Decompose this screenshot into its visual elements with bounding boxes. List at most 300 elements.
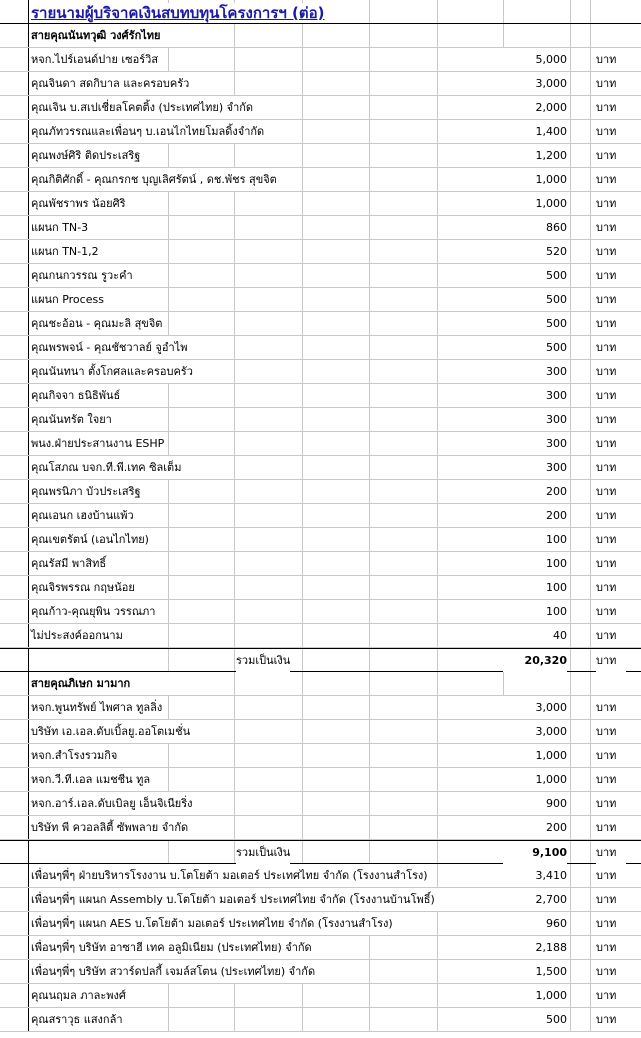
donor-row [0,192,641,216]
gridline [234,240,235,263]
donation-amount[interactable]: 900 [503,792,567,815]
gridline [168,312,169,335]
donor-name[interactable]: เพื่อนๆพี่ๆ แผนก AES บ.โตโยต้า มอเตอร์ ประเทศไทย จำกัด (โรงงานสำโรง) [31,912,397,935]
gridline [590,96,591,119]
gridline [234,72,235,95]
donor-name[interactable]: คุณพงษ์ศิริ ติดประเสริฐ [31,144,144,167]
gridline [168,576,169,599]
gridline [570,600,571,623]
currency-unit[interactable]: บาท [596,504,626,527]
total-row [0,648,641,672]
donation-amount[interactable]: 100 [503,528,567,551]
gridline [570,816,571,839]
gridline [302,48,303,71]
donation-amount[interactable]: 960 [503,912,567,935]
currency-unit[interactable]: บาท [596,1008,626,1031]
donation-amount[interactable]: 1,000 [503,168,567,191]
donation-amount[interactable]: 1,000 [503,744,567,767]
gridline [168,841,169,863]
donor-row [0,216,641,240]
gridline [369,360,370,383]
gridline [437,216,438,239]
gridline [590,408,591,431]
donor-name[interactable]: แผนก TN-1,2 [31,240,103,263]
gridline [437,744,438,767]
donor-name[interactable]: แผนก TN-3 [31,216,92,239]
donation-amount[interactable]: 300 [503,456,567,479]
donor-name[interactable]: คุณสราวุธ แสงกล้า [31,1008,127,1031]
currency-unit[interactable]: บาท [596,480,626,503]
gridline [302,528,303,551]
gridline [590,960,591,983]
total-row [0,840,641,864]
gridline [437,0,438,23]
gridline [302,312,303,335]
donation-amount[interactable]: 1,000 [503,984,567,1007]
gridline [437,912,438,935]
gridline [437,96,438,119]
gridline [28,456,29,479]
donor-row [0,264,641,288]
gridline [369,144,370,167]
currency-unit[interactable]: บาท [596,264,626,287]
gridline [28,240,29,263]
gridline [570,0,571,23]
gridline [28,888,29,911]
gridline [590,240,591,263]
currency-unit[interactable]: บาท [596,624,626,647]
gridline [28,649,29,671]
gridline [28,288,29,311]
gridline [570,528,571,551]
gridline [369,649,370,671]
donor-name[interactable]: คุณพรพจน์ - คุณชัชวาลย์ จูอำไพ [31,336,191,359]
gridline [168,48,169,71]
donor-name[interactable]: คุณรัสมี พาสิทธิ์ [31,552,110,575]
gridline [437,816,438,839]
gridline [168,504,169,527]
gridline [570,192,571,215]
donor-name[interactable]: หจก.อาร์.เอล.ดับเบิลยู เอ็นจิเนียริ่ง [31,792,197,815]
donor-name[interactable]: คุณพรนิภา บัวประเสริฐ [31,480,145,503]
donation-amount[interactable]: 5,000 [503,48,567,71]
donor-name[interactable]: บริษัท พี ควอลลิตี้ ซัพพลาย จำกัด [31,816,192,839]
gridline [590,888,591,911]
donation-amount[interactable]: 2,188 [503,936,567,959]
gridline [28,0,29,23]
gridline [28,864,29,887]
donor-row [0,456,641,480]
gridline [234,841,235,863]
gridline [570,649,571,671]
gridline [570,1008,571,1031]
donation-amount[interactable]: 1,500 [503,960,567,983]
page-title: รายนามผู้บริจาคเงินสบทบทุนโครงการฯ (ต่อ) [31,4,325,22]
gridline [590,360,591,383]
donor-name[interactable]: เพื่อนๆพี่ๆ บริษัท อาซาฮี เทค อลูมิเนียม (ประเทศไทย) จำกัด [31,936,316,959]
currency-unit[interactable]: บาท [596,696,626,719]
gridline [234,768,235,791]
donor-row [0,360,641,384]
donation-amount[interactable]: 300 [503,408,567,431]
donor-name[interactable]: แผนก Process [31,288,108,311]
currency-unit[interactable]: บาท [596,960,626,983]
gridline [28,696,29,719]
gridline [302,24,303,47]
gridline [437,696,438,719]
currency-unit[interactable]: บาท [596,912,626,935]
gridline [437,144,438,167]
section-heading[interactable]: สายคุณนันทวุฒิ วงศ์รักไทย [31,24,231,47]
donor-name[interactable]: คุณนฤมล ภาละพงศ์ [31,984,130,1007]
donor-name[interactable]: คุณกิติศักดิ์ - คุณกรกช บุญเลิศรัตน์ , ดช.พัชร สุขจิต [31,168,281,191]
gridline [234,384,235,407]
donor-row [0,720,641,744]
donation-amount[interactable]: 860 [503,216,567,239]
donor-name[interactable]: คุณชะอ้อน - คุณมะลิ สุขจิต [31,312,166,335]
gridline [369,0,370,23]
gridline [437,408,438,431]
currency-unit[interactable]: บาท [596,864,626,887]
donor-name[interactable]: คุณนันทรัต ใจยา [31,408,116,431]
donor-row [0,96,641,120]
gridline [570,336,571,359]
gridline [437,288,438,311]
currency-unit[interactable]: บาท [596,384,626,407]
total-amount[interactable]: 9,100 [503,841,567,864]
donor-row [0,792,641,816]
gridline [570,120,571,143]
donor-name[interactable]: หจก.พูนทรัพย์ ไพศาล ทูลลิ่ง [31,696,166,719]
donor-row [0,576,641,600]
donor-name[interactable]: คุณจิรพรรณ กฤษน้อย [31,576,139,599]
donation-amount[interactable]: 300 [503,432,567,455]
donation-amount[interactable]: 3,410 [503,864,567,887]
donor-name[interactable]: คุณเขตรัตน์ (เอนไกไทย) [31,528,153,551]
gridline [369,576,370,599]
gridline [302,384,303,407]
gridline [570,504,571,527]
currency-unit[interactable]: บาท [596,96,626,119]
gridline [590,696,591,719]
gridline [437,960,438,983]
currency-unit[interactable]: บาท [596,649,626,672]
gridline [234,360,235,383]
gridline [590,576,591,599]
currency-unit[interactable]: บาท [596,168,626,191]
gridline [28,264,29,287]
donation-amount[interactable]: 100 [503,600,567,623]
gridline [437,192,438,215]
currency-unit[interactable]: บาท [596,984,626,1007]
gridline [302,480,303,503]
gridline [570,480,571,503]
gridline [168,649,169,671]
gridline [570,216,571,239]
gridline [590,24,591,47]
currency-unit[interactable]: บาท [596,456,626,479]
gridline [369,768,370,791]
donation-amount[interactable]: 2,000 [503,96,567,119]
donor-name[interactable]: หจก.สำโรงรวมกิจ [31,744,121,767]
gridline [437,600,438,623]
gridline [369,408,370,431]
gridline [437,552,438,575]
gridline [302,504,303,527]
donation-amount[interactable]: 500 [503,312,567,335]
currency-unit[interactable]: บาท [596,888,626,911]
currency-unit[interactable]: บาท [596,48,626,71]
donation-amount[interactable]: 300 [503,360,567,383]
gridline [168,552,169,575]
gridline [437,936,438,959]
gridline [437,24,438,47]
donor-name[interactable]: เพื่อนๆพี่ๆ ฝ่ายบริหารโรงงาน บ.โตโยต้า มอเตอร์ ประเทศไทย จำกัด (โรงงานสำโรง) [31,864,432,887]
gridline [302,696,303,719]
donation-amount[interactable]: 100 [503,552,567,575]
gridline [28,432,29,455]
gridline [302,816,303,839]
donation-amount[interactable]: 500 [503,336,567,359]
gridline [570,456,571,479]
donor-name[interactable]: คุณโสภณ บจก.ที.พี.เทค ซิลเต็ม [31,456,185,479]
gridline [168,240,169,263]
gridline [590,744,591,767]
total-amount[interactable]: 20,320 [503,649,567,672]
donation-amount[interactable]: 3,000 [503,720,567,743]
gridline [437,720,438,743]
donor-row [0,144,641,168]
currency-unit[interactable]: บาท [596,216,626,239]
donor-name[interactable]: คุณพัชราพร น้อยศิริ [31,192,129,215]
gridline [234,576,235,599]
gridline [369,984,370,1007]
gridline [570,624,571,647]
currency-unit[interactable]: บาท [596,72,626,95]
section-heading-row [0,672,641,696]
gridline [369,312,370,335]
currency-unit[interactable]: บาท [596,552,626,575]
gridline [369,792,370,815]
gridline [437,841,438,863]
gridline [437,240,438,263]
gridline [437,504,438,527]
gridline [28,336,29,359]
gridline [234,216,235,239]
gridline [590,672,591,695]
gridline [28,672,29,695]
donor-name[interactable]: ไม่ประสงค์ออกนาม [31,624,127,647]
donor-row [0,600,641,624]
gridline [369,720,370,743]
currency-unit[interactable]: บาท [596,528,626,551]
donor-name[interactable]: บริษัท เอ.เอล.ดับเบิ้ลยู.ออโตเมชั่น [31,720,194,743]
donor-name[interactable]: คุณกิจจา ธนิธิพันธ์ [31,384,124,407]
gridline [369,192,370,215]
gridline [369,552,370,575]
currency-unit[interactable]: บาท [596,720,626,743]
gridline [369,600,370,623]
gridline [590,288,591,311]
donation-amount[interactable]: 3,000 [503,696,567,719]
currency-unit[interactable]: บาท [596,360,626,383]
gridline [570,888,571,911]
gridline [234,672,235,695]
currency-unit[interactable]: บาท [596,240,626,263]
gridline [28,216,29,239]
currency-unit[interactable]: บาท [596,432,626,455]
gridline [570,768,571,791]
donor-row [0,312,641,336]
gridline [302,216,303,239]
currency-unit[interactable]: บาท [596,792,626,815]
gridline [590,768,591,791]
donation-amount[interactable]: 1,000 [503,768,567,791]
gridline [570,144,571,167]
donation-amount[interactable]: 200 [503,816,567,839]
donor-name[interactable]: หจก.ไปร์เอนด์ปาย เซอร์วิส [31,48,162,71]
gridline [369,288,370,311]
gridline [168,744,169,767]
gridline [369,384,370,407]
donation-amount[interactable]: 200 [503,504,567,527]
gridline [302,408,303,431]
donor-name[interactable]: เพื่อนๆพี่ๆ แผนก Assembly บ.โตโยต้า มอเตอร์ ประเทศไทย จำกัด (โรงงานบ้านโพธิ์) [31,888,439,911]
currency-unit[interactable]: บาท [596,120,626,143]
gridline [369,48,370,71]
gridline [234,1008,235,1031]
gridline [369,456,370,479]
currency-unit[interactable]: บาท [596,192,626,215]
gridline [570,984,571,1007]
gridline [28,1008,29,1031]
gridline [28,744,29,767]
gridline [437,649,438,671]
donor-name[interactable]: คุณนันทนา ตั้งโกศลและครอบครัว [31,360,197,383]
gridline [234,744,235,767]
donation-amount[interactable]: 1,200 [503,144,567,167]
donor-name[interactable]: หจก.วี.ที.เอล แมชชีน ทูล [31,768,154,791]
donor-name[interactable]: คุณภัทวรรณและเพื่อนๆ บ.เอนไกไทยโมลดิ้งจำกัด [31,120,268,143]
gridline [168,288,169,311]
currency-unit[interactable]: บาท [596,744,626,767]
donation-amount[interactable]: 520 [503,240,567,263]
gridline [570,552,571,575]
gridline [590,912,591,935]
section-heading[interactable]: สายคุณภิเษก มามาก [31,672,231,695]
gridline [590,528,591,551]
gridline [369,432,370,455]
gridline [168,600,169,623]
donor-row [0,408,641,432]
gridline [234,552,235,575]
gridline [590,456,591,479]
donor-name[interactable]: คุณจินดา สดกิบาล และครอบครัว [31,72,193,95]
gridline [590,552,591,575]
currency-unit[interactable]: บาท [596,936,626,959]
gridline [302,984,303,1007]
gridline [302,288,303,311]
currency-unit[interactable]: บาท [596,768,626,791]
section-heading-row [0,24,641,48]
gridline [369,936,370,959]
gridline [28,360,29,383]
currency-unit[interactable]: บาท [596,600,626,623]
gridline [234,792,235,815]
donor-row [0,624,641,648]
gridline [570,72,571,95]
gridline [168,768,169,791]
gridline [570,384,571,407]
donation-amount[interactable]: 300 [503,384,567,407]
currency-unit[interactable]: บาท [596,576,626,599]
currency-unit[interactable]: บาท [596,144,626,167]
donor-name[interactable]: คุณกนกวรรณ รูวะคำ [31,264,137,287]
gridline [437,312,438,335]
gridline [168,216,169,239]
gridline [570,288,571,311]
donor-name[interactable]: คุณเอนก เฮงบ้านแพ้ว [31,504,138,527]
gridline [302,360,303,383]
donation-amount[interactable]: 1,000 [503,192,567,215]
gridline [234,624,235,647]
donor-name[interactable]: คุณเจิน บ.สเปเชี่ยลโคตติ้ง (ประเทศไทย) จำกัด [31,96,257,119]
gridline [590,216,591,239]
donation-amount[interactable]: 3,000 [503,72,567,95]
gridline [302,624,303,647]
gridline [234,504,235,527]
gridline [570,744,571,767]
donor-name[interactable]: เพื่อนๆพี่ๆ บริษัท สวาร์ดปลกี้ เจมล์สโตน (ประเทศไทย) จำกัด [31,960,319,983]
currency-unit[interactable]: บาท [596,288,626,311]
donor-row [0,528,641,552]
donor-name[interactable]: คุณก้าว-คุณยุพิน วรรณภา [31,600,159,623]
gridline [369,696,370,719]
donation-amount[interactable]: 500 [503,1008,567,1031]
donation-amount[interactable]: 2,700 [503,888,567,911]
donor-name[interactable]: พนง.ฝ่ายประสานงาน ESHP [31,432,168,455]
donation-amount[interactable]: 100 [503,576,567,599]
gridline [590,432,591,455]
gridline [437,456,438,479]
gridline [570,864,571,887]
gridline [590,120,591,143]
gridline [570,936,571,959]
gridline [369,744,370,767]
total-label[interactable]: รวมเป็นเงิน [236,841,290,864]
donation-amount[interactable]: 500 [503,288,567,311]
donor-row [0,480,641,504]
gridline [369,216,370,239]
gridline [437,264,438,287]
currency-unit[interactable]: บาท [596,816,626,839]
donation-amount[interactable]: 1,400 [503,120,567,143]
donation-amount[interactable]: 500 [503,264,567,287]
currency-unit[interactable]: บาท [596,408,626,431]
gridline [168,192,169,215]
currency-unit[interactable]: บาท [596,336,626,359]
gridline [28,960,29,983]
currency-unit[interactable]: บาท [596,841,626,864]
donation-amount[interactable]: 200 [503,480,567,503]
currency-unit[interactable]: บาท [596,312,626,335]
gridline [590,48,591,71]
total-label[interactable]: รวมเป็นเงิน [236,649,290,672]
gridline [28,528,29,551]
donation-amount[interactable]: 40 [503,624,567,647]
gridline [28,552,29,575]
gridline [302,432,303,455]
